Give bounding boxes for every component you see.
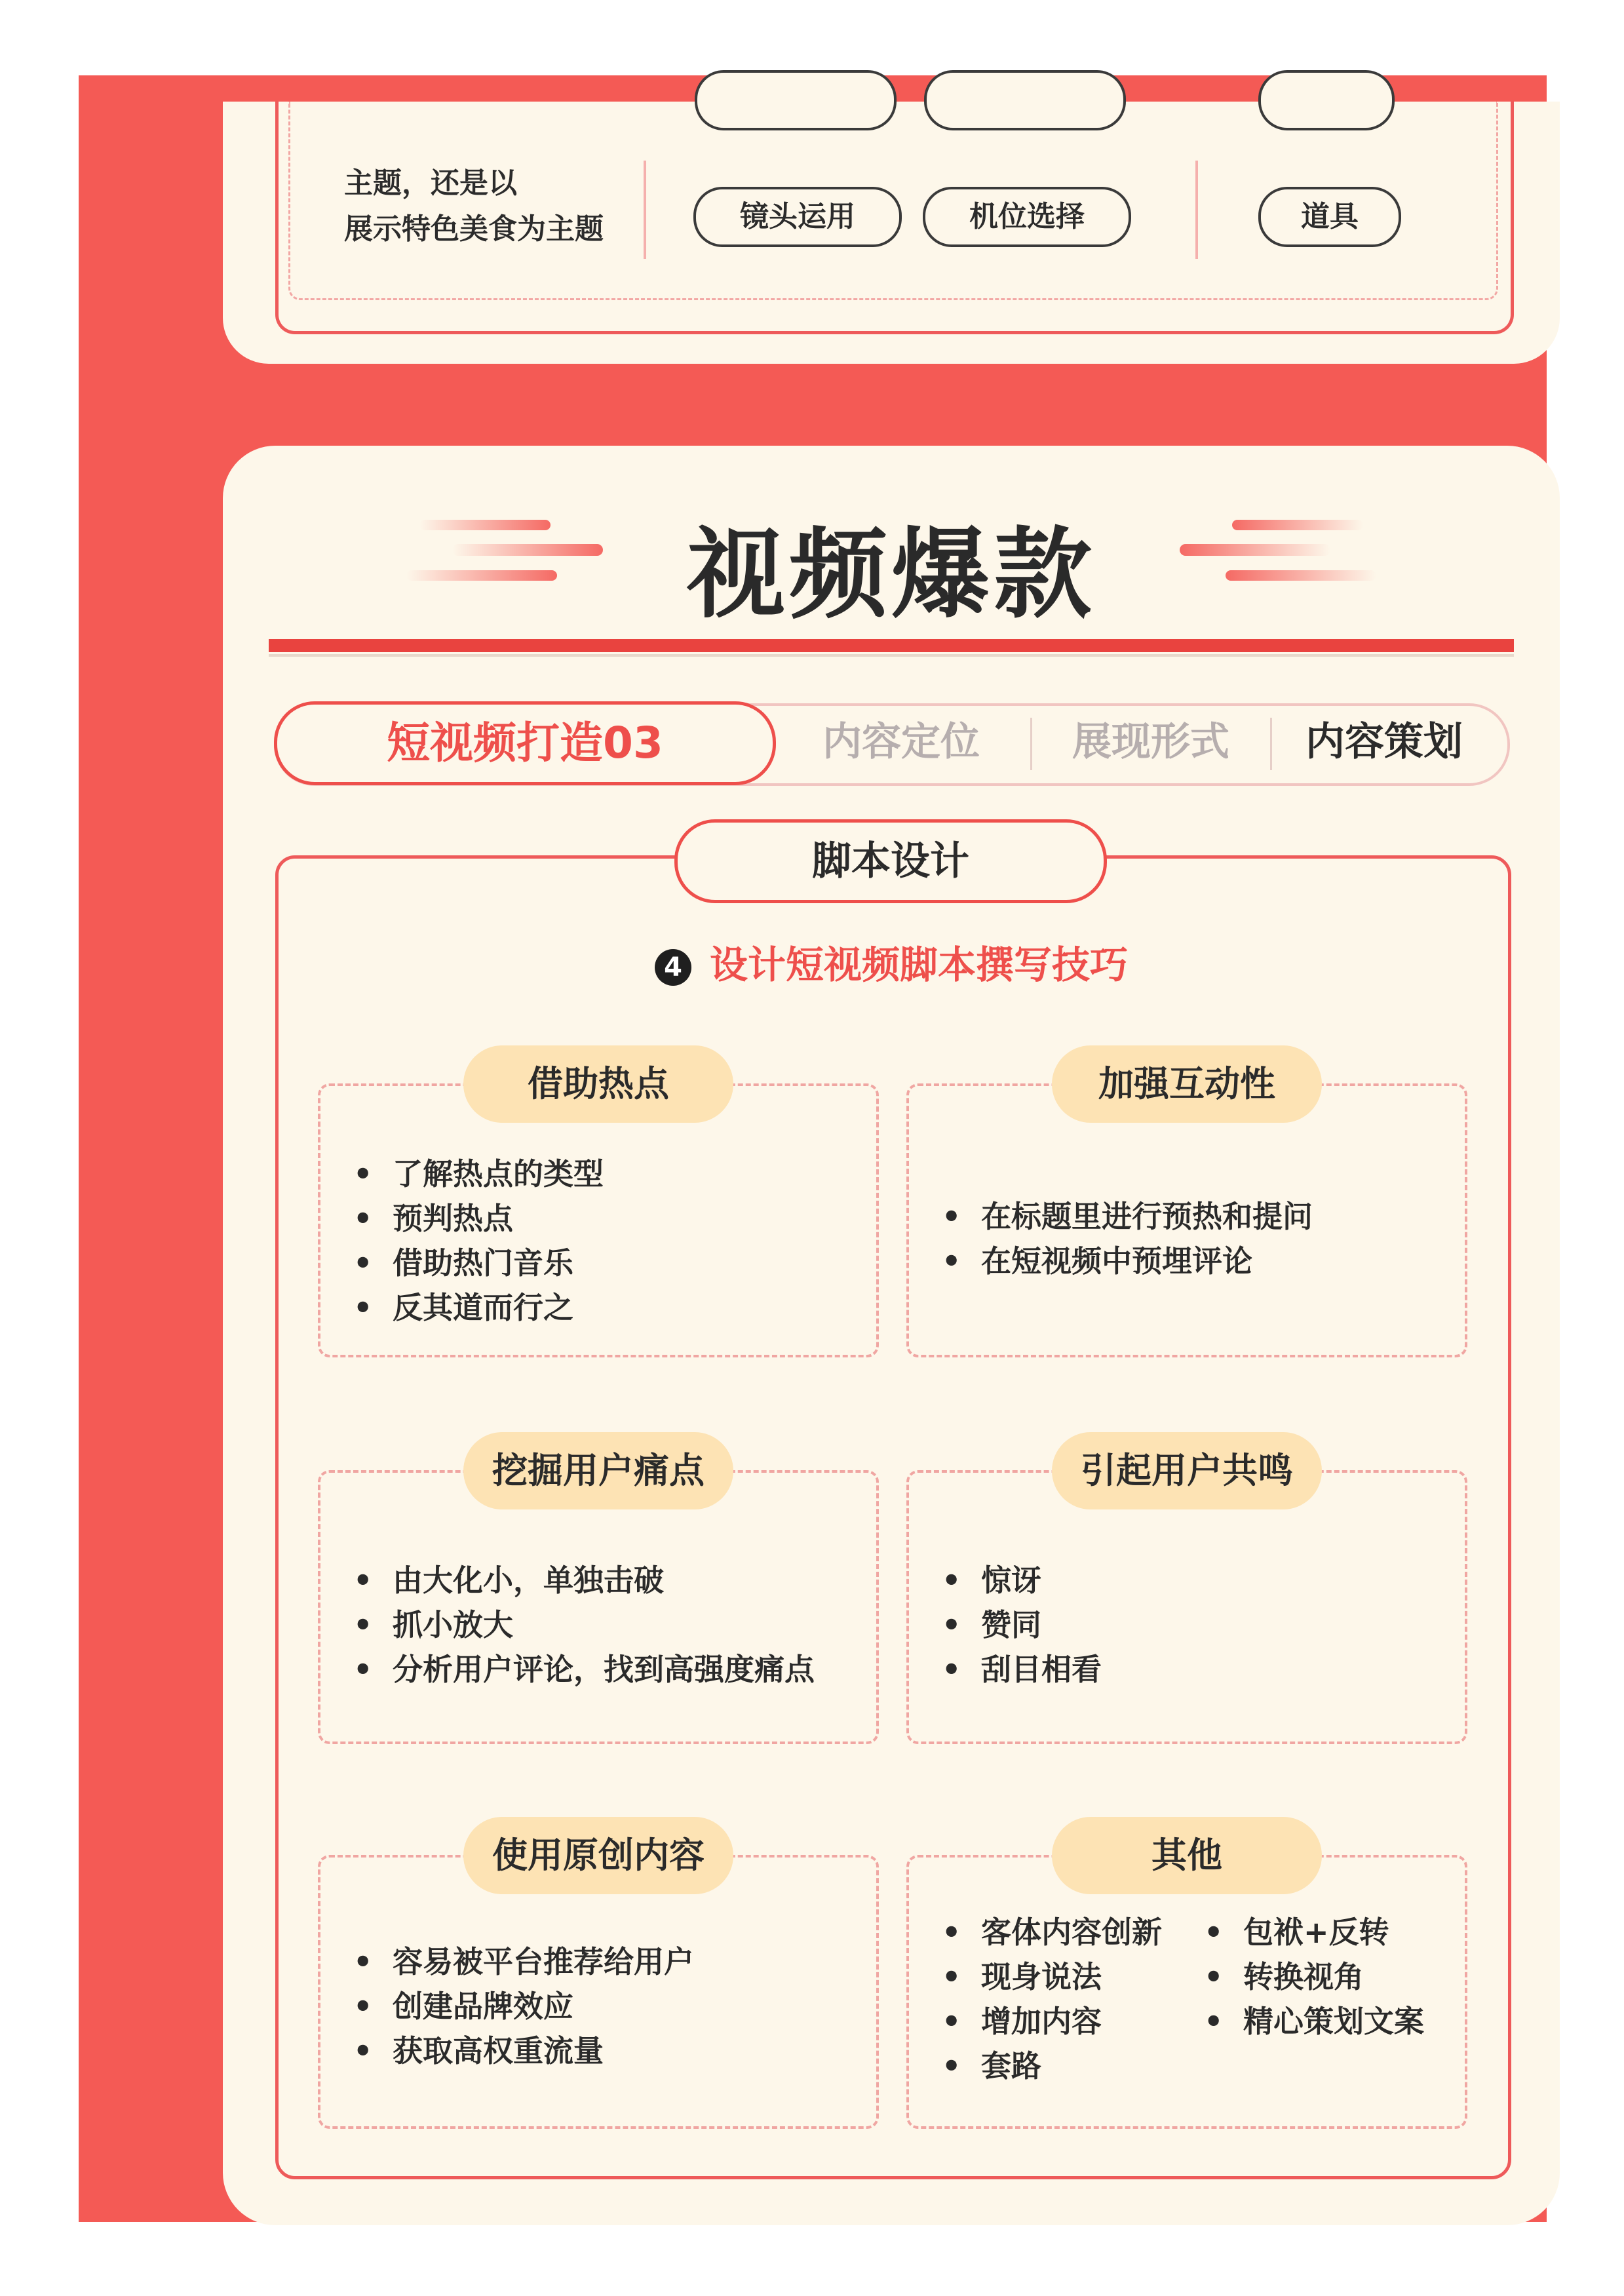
list-item: • 精心策划文案 — [1204, 1999, 1424, 2044]
number-badge: 4 — [655, 949, 691, 986]
list-item: • 转换视角 — [1204, 1955, 1424, 1999]
tip-box-resonance — [906, 1450, 1467, 1744]
tab-divider — [1030, 718, 1032, 770]
right-streak-decoration — [1173, 508, 1389, 600]
tip-box-original — [318, 1835, 879, 2129]
list-item: • 借助热门音乐 — [353, 1241, 604, 1285]
tip-box-title: 引起用户共鸣 — [1052, 1432, 1322, 1509]
page-title: 视频爆款 — [686, 518, 1096, 632]
frame-label: 脚本设计 — [674, 819, 1107, 903]
list-item: • 分析用户评论，找到高强度痛点 — [353, 1647, 815, 1692]
list-item: • 套路 — [942, 2044, 1162, 2088]
pill-lens: 镜头运用 — [693, 187, 902, 247]
text-line-2: 展示特色美食为主题 — [344, 212, 604, 246]
list-item: • 了解热点的类型 — [353, 1152, 604, 1196]
tip-list-left — [942, 1910, 1162, 2088]
tip-box-interaction — [906, 1063, 1467, 1357]
list-item: • 现身说法 — [942, 1955, 1162, 1999]
tip-box-other — [906, 1835, 1467, 2129]
list-item: • 由大化小，单独击破 — [353, 1558, 815, 1603]
tip-list — [942, 1558, 1102, 1692]
pill-camera: 机位选择 — [923, 187, 1131, 247]
list-item: • 反其道而行之 — [353, 1285, 604, 1330]
tab-presentation-form[interactable]: 展现形式 — [1072, 719, 1229, 765]
list-item: • 预判热点 — [353, 1196, 604, 1241]
subheading — [223, 934, 1560, 989]
list-item: • 客体内容创新 — [942, 1910, 1162, 1955]
tab-divider — [1270, 718, 1272, 770]
tip-box-title: 加强互动性 — [1052, 1045, 1322, 1123]
tip-list — [353, 1558, 815, 1692]
tip-box-title: 其他 — [1052, 1817, 1322, 1894]
title-underline — [269, 639, 1514, 652]
red-background — [79, 75, 1547, 2222]
list-item: • 抓小放大 — [353, 1603, 815, 1647]
pill-props: 道具 — [1258, 187, 1401, 247]
previous-section-card — [223, 102, 1560, 364]
list-item: • 在短视频中预埋评论 — [942, 1239, 1313, 1283]
list-item: • 增加内容 — [942, 1999, 1162, 2044]
tab-content-planning[interactable]: 内容策划 — [1305, 719, 1463, 765]
pill-stub — [924, 70, 1126, 130]
list-item: • 容易被平台推荐给用户 — [353, 1939, 694, 1984]
pill-stub — [1258, 70, 1395, 130]
text-line-1: 主题，还是以 — [344, 166, 517, 200]
tip-box-title: 挖掘用户痛点 — [463, 1432, 733, 1509]
tip-list — [353, 1939, 694, 2073]
tip-box-title: 借助热点 — [463, 1045, 733, 1123]
tip-list — [353, 1152, 604, 1330]
pill-stub — [695, 70, 897, 130]
tip-list-right — [1204, 1910, 1424, 2044]
divider — [644, 161, 646, 259]
list-item: • 刮目相看 — [942, 1647, 1102, 1692]
divider — [1195, 161, 1198, 259]
list-item: • 获取高权重流量 — [353, 2029, 694, 2073]
tip-box-title: 使用原创内容 — [463, 1817, 733, 1894]
title-underline-shadow — [269, 654, 1514, 657]
list-item: • 创建品牌效应 — [353, 1984, 694, 2029]
list-item: • 包袱+反转 — [1204, 1910, 1424, 1955]
tab-active-short-video[interactable]: 短视频打造03 — [274, 701, 776, 785]
tip-box-pain-points — [318, 1450, 879, 1744]
tip-list — [942, 1194, 1313, 1283]
previous-section-text — [344, 161, 604, 252]
tab-content-positioning[interactable]: 内容定位 — [822, 719, 980, 765]
list-item: • 赞同 — [942, 1603, 1102, 1647]
list-item: • 在标题里进行预热和提问 — [942, 1194, 1313, 1239]
tip-box-hotspot — [318, 1063, 879, 1357]
subheading-text: 设计短视频脚本撰写技巧 — [709, 943, 1128, 987]
list-item: • 惊讶 — [942, 1558, 1102, 1603]
main-card — [223, 446, 1560, 2225]
